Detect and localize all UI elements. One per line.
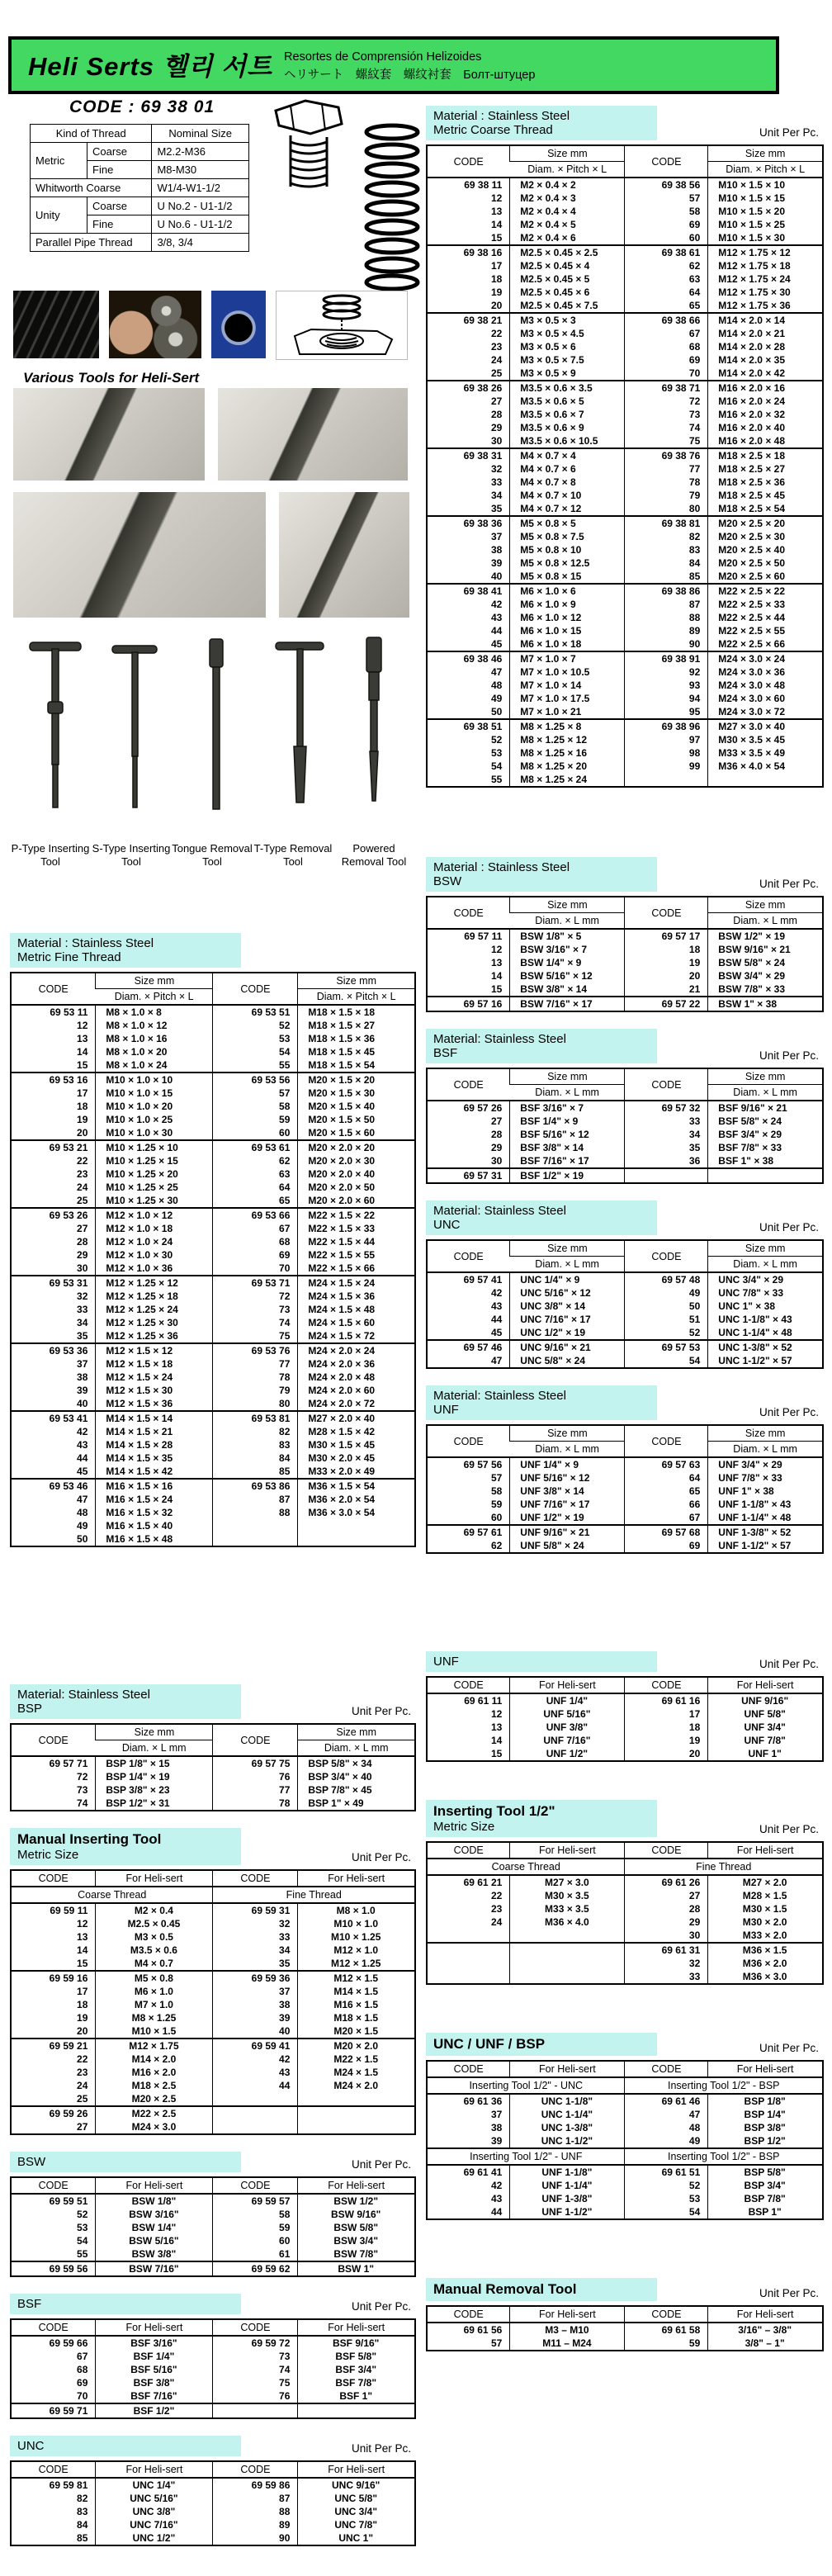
table-row: 15 BSW 3/8" × 14 21 BSW 7/8" × 33 [427, 983, 823, 997]
table-row: 34 M4 × 0.7 × 10 79 M18 × 2.5 × 45 [427, 489, 823, 502]
table-row: 44 UNF 1-1/2" 54 BSP 1" [427, 2205, 823, 2219]
table-row: 23 M16 × 2.0 43 M24 × 1.5 [11, 2066, 415, 2079]
table-row: 69 59 26 M22 × 2.5 [11, 2106, 415, 2120]
table-row: 67 BSF 1/4" 73 BSF 5/8" [11, 2350, 415, 2363]
table-row: 12 M2.5 × 0.45 32 M10 × 1.0 [11, 1917, 415, 1930]
table-row: 69 59 71 BSF 1/2" [11, 2403, 415, 2418]
table-row: 69 57 41 UNC 1/4" × 9 69 57 48 UNC 3/4" × 29 [427, 1272, 823, 1286]
code-title: CODE : 69 38 01 [69, 97, 215, 116]
table-row: 68 BSF 5/16" 74 BSF 3/4" [11, 2363, 415, 2376]
tool-label-s-type: S-Type Inserting Tool [92, 842, 171, 869]
table-row: 48 M7 × 1.0 × 14 93 M24 × 3.0 × 48 [427, 679, 823, 692]
table-row: 48 M16 × 1.5 × 32 88 M36 × 3.0 × 54 [11, 1506, 415, 1519]
table-row: 24 M18 × 2.5 44 M24 × 2.0 [11, 2079, 415, 2092]
table-row: 69 61 11 UNF 1/4" 69 61 16 UNF 9/16" [427, 1693, 823, 1707]
table-subheader-row: Inserting Tool 1/2" - UNF Inserting Tool 1/2" - BSP [427, 2148, 823, 2165]
table-row: 23 M10 × 1.25 × 20 63 M20 × 2.0 × 40 [11, 1167, 415, 1181]
table-row: 13 UNF 3/8" 18 UNF 3/4" [427, 1721, 823, 1734]
unit-per-pc-label: Unit Per Pc. [759, 1823, 819, 1835]
table-row: 69 38 21 M3 × 0.5 × 3 69 38 66 M14 × 2.0 × 14 [427, 313, 823, 327]
table-row: 40 M12 × 1.5 × 36 80 M24 × 2.0 × 72 [11, 1397, 415, 1411]
table-row: 72 BSP 1/4" × 19 76 BSP 3/4" × 40 [11, 1770, 415, 1783]
table-row: 85 UNC 1/2" 90 UNC 1" [11, 2531, 415, 2545]
table-row: 27 M12 × 1.0 × 18 67 M22 × 1.5 × 33 [11, 1222, 415, 1235]
subtitle-line-1: Resortes de Comprensión Helizoides [284, 50, 482, 64]
unit-per-pc-label: Unit Per Pc. [759, 2042, 819, 2054]
table-row: 53 M8 × 1.25 × 16 98 M33 × 3.5 × 49 [427, 746, 823, 760]
unit-per-pc-label: Unit Per Pc. [759, 1049, 819, 1062]
table-row: 53 BSW 1/4" 59 BSW 5/8" [11, 2221, 415, 2234]
tool-labels-row [10, 842, 418, 869]
manual-removal-tool-table: CODE For Heli-sert CODE For Heli-sert 69 61 56 M3 – M10 69 61 58 3/16" – 3/8" 57 M11 – M24 59 3/8" – 1" [426, 2305, 824, 2351]
table-row: 57 M11 – M24 59 3/8" – 1" [427, 2337, 823, 2351]
table-row: 25 M3 × 0.5 × 9 70 M14 × 2.0 × 42 [427, 367, 823, 381]
table-row: 73 BSP 3/8" × 23 77 BSP 7/8" × 45 [11, 1783, 415, 1797]
table-row: 49 M7 × 1.0 × 17.5 94 M24 × 3.0 × 60 [427, 692, 823, 705]
section-bsw-tools [10, 2152, 416, 2277]
table-row: 69 57 46 UNC 9/16" × 21 69 57 53 UNC 1-3/8" × 52 [427, 1340, 823, 1354]
table-row: 15 M2 × 0.4 × 6 60 M10 × 1.5 × 30 [427, 231, 823, 245]
table-row: 69 59 51 BSW 1/8" 69 59 57 BSW 1/2" [11, 2194, 415, 2208]
tool-photo-row-2 [13, 492, 409, 618]
table-row: 47 M16 × 1.5 × 24 87 M36 × 2.0 × 54 [11, 1493, 415, 1506]
section-title: BSW [10, 2152, 241, 2172]
section-unc-tools [10, 2436, 416, 2546]
table-row: 44 M6 × 1.0 × 15 89 M22 × 2.5 × 55 [427, 624, 823, 637]
kind-header: Kind of Thread [31, 125, 152, 143]
table-row: 52 BSW 3/16" 58 BSW 9/16" [11, 2208, 415, 2221]
table-row: 45 M14 × 1.5 × 42 85 M33 × 2.0 × 49 [11, 1465, 415, 1479]
manual-inserting-tool-table: CODE For Heli-sert CODE For Heli-sert Coarse Thread Fine Thread 69 59 11 M2 × 0.4 69 59 31 M8 × 1.0 12 M2.5 × 0.45 32 M10 × 1.0 13 M3 × 0.5 33 M10 × 1.25 14 M3.5 × 0.6 34 M12 × 1.0 15 M4 × 0.7 35 M12 × 1.25 69 59 16 M5 × 0.8 69 59 36 M12 × 1.5 17 M6 × 1.0 37 M14 × 1.5 18 M7 × 1.0 38 M16 × 1.5 19 M8 × 1.25 39 M18 × 1.5 20 M10 × 1.5 40 M20 × 1.5 69 59 21 M12 × 1.75 69 59 41 M20 × 2.0 22 M14 × 2.0 42 M22 × 1.5 23 M16 × 2.0 43 M24 × 1.5 24 M18 × 2.5 44 M24 × 2.0 25 M20 × 2.5 69 59 26 M22 × 2.5 27 M24 × 3.0 [10, 1869, 416, 2135]
table-row: 38 M12 × 1.5 × 24 78 M24 × 2.0 × 48 [11, 1371, 415, 1384]
inserting-tool-half-inch-table: CODE For Heli-sert CODE For Heli-sert Coarse Thread Fine Thread 69 61 21 M27 × 3.0 69 61 26 M27 × 2.0 22 M30 × 3.5 27 M28 × 1.5 23 M33 × 3.5 28 M30 × 1.5 24 M36 × 4.0 29 M30 × 2.0 30 M33 × 2.0 69 61 31 M36 × 1.5 32 M36 × 2.0 33 M36 × 3.0 [426, 1841, 824, 1985]
table-row: 69 53 31 M12 × 1.25 × 12 69 53 71 M24 × 1.5 × 24 [11, 1276, 415, 1290]
table-row: 33 M36 × 3.0 [427, 1970, 823, 1984]
table-row: 24 M36 × 4.0 29 M30 × 2.0 [427, 1915, 823, 1929]
table-row: 83 UNC 3/8" 88 UNC 3/4" [11, 2505, 415, 2518]
unit-per-pc-label: Unit Per Pc. [759, 2287, 819, 2299]
table-row: 27 M24 × 3.0 [11, 2120, 415, 2134]
table-row: 30 M3.5 × 0.6 × 10.5 75 M16 × 2.0 × 48 [427, 434, 823, 448]
table-row: 69 59 56 BSW 7/16" 69 59 62 BSW 1" [11, 2261, 415, 2276]
section-title: Inserting Tool 1/2" Metric Size [426, 1800, 657, 1837]
heli-sert-photo-blue [211, 291, 266, 358]
bsw-tools-table: CODE For Heli-sert CODE For Heli-sert 69 59 51 BSW 1/8" 69 59 57 BSW 1/2" 52 BSW 3/16" 58 BSW 9/16" 53 BSW 1/4" 59 BSW 5/8" 54 BSW 5/16" 60 BSW 3/4" 55 BSW 3/8" 61 BSW 7/8" 69 59 56 BSW 7/16" 69 59 62 BSW 1" [10, 2176, 416, 2277]
table-row: 13 M2 × 0.4 × 4 58 M10 × 1.5 × 20 [427, 205, 823, 218]
unit-per-pc-label: Unit Per Pc. [759, 1406, 819, 1418]
table-row: 12 BSW 3/16" × 7 18 BSW 9/16" × 21 [427, 943, 823, 956]
table-row: 69 38 41 M6 × 1.0 × 6 69 38 86 M22 × 2.5 × 22 [427, 584, 823, 598]
table-row: 69 61 41 UNF 1-1/8" 69 61 51 BSP 5/8" [427, 2165, 823, 2179]
unit-per-pc-label: Unit Per Pc. [351, 1705, 411, 1717]
table-row: 69 38 51 M8 × 1.25 × 8 69 38 96 M27 × 3.0 × 40 [427, 719, 823, 733]
table-row: 39 UNC 1-1/2" 49 BSP 1/2" [427, 2134, 823, 2148]
table-row: 45 UNC 1/2" × 19 52 UNC 1-1/4" × 48 [427, 1326, 823, 1340]
heli-sert-photo-hand [109, 291, 201, 358]
table-row: 39 M5 × 0.8 × 12.5 84 M20 × 2.5 × 50 [427, 556, 823, 570]
unf-inserts-table: CODE Size mm CODE Size mm Diam. × L mm Diam. × L mm 69 57 56 UNF 1/4" × 9 69 57 63 UNF 3/4" × 29 57 UNF 5/16" × 12 64 UNF 7/8" × 33 58 UNF 3/8" × 14 65 UNF 1" × 38 59 UNF 7/16" × 17 66 UNF 1-1/8" × 43 60 UNF 1/2" × 19 67 UNF 1-1/4" × 48 69 57 61 UNF 9/16" × 21 69 57 68 UNF 1-3/8" × 52 62 UNF 5/8" × 24 69 UNF 1-1/2" × 57 [426, 1424, 824, 1554]
table-row: 12 M8 × 1.0 × 12 52 M18 × 1.5 × 27 [11, 1019, 415, 1032]
unit-per-pc-label: Unit Per Pc. [759, 1221, 819, 1234]
unc-tools-table: CODE For Heli-sert CODE For Heli-sert 69 59 81 UNC 1/4" 69 59 86 UNC 9/16" 82 UNC 5/16" 87 UNC 5/8" 83 UNC 3/8" 88 UNC 3/4" 84 UNC 7/16" 89 UNC 7/8" 85 UNC 1/2" 90 UNC 1" [10, 2460, 416, 2546]
table-row: 58 UNF 3/8" × 14 65 UNF 1" × 38 [427, 1485, 823, 1498]
table-row: 69 BSF 3/8" 75 BSF 7/8" [11, 2376, 415, 2389]
bsf-inserts-table: CODE Size mm CODE Size mm Diam. × L mm Diam. × L mm 69 57 26 BSF 3/16" × 7 69 57 32 BSF 9/16" × 21 27 BSF 1/4" × 9 33 BSF 5/8" × 24 28 BSF 5/16" × 12 34 BSF 3/4" × 29 29 BSF 3/8" × 14 35 BSF 7/8" × 33 30 BSF 7/16" × 17 36 BSF 1" × 38 69 57 31 BSF 1/2" × 19 [426, 1068, 824, 1184]
tool-photo [13, 388, 205, 481]
table-row: 69 38 36 M5 × 0.8 × 5 69 38 81 M20 × 2.5 × 20 [427, 516, 823, 530]
section-bsp-inserts [10, 1684, 416, 1811]
tool-illustrations [13, 632, 414, 837]
table-row: 34 M12 × 1.25 × 30 74 M24 × 1.5 × 60 [11, 1316, 415, 1329]
page-title: Heli Serts 헬리 서트 [28, 51, 273, 81]
table-row: 15 UNF 1/2" 20 UNF 1" [427, 1747, 823, 1761]
table-row: 32 M36 × 2.0 [427, 1957, 823, 1970]
table-row: 69 61 56 M3 – M10 69 61 58 3/16" – 3/8" [427, 2323, 823, 2337]
table-row: 15 M4 × 0.7 35 M12 × 1.25 [11, 1957, 415, 1971]
unit-per-pc-label: Unit Per Pc. [351, 2158, 411, 2171]
table-row: 45 M6 × 1.0 × 18 90 M22 × 2.5 × 66 [427, 637, 823, 651]
table-row: 32 M4 × 0.7 × 6 77 M18 × 2.5 × 27 [427, 462, 823, 476]
table-row: 27 M3.5 × 0.6 × 5 72 M16 × 2.0 × 24 [427, 395, 823, 408]
unit-per-pc-label: Unit Per Pc. [351, 1851, 411, 1863]
table-row: 14 BSW 5/16" × 12 20 BSW 3/4" × 29 [427, 969, 823, 983]
kind-of-thread-table: Kind of Thread Nominal Size Metric Coarse M2.2-M36 Fine M8-M30 Whitworth Coarse W1/4-W1-1/2 Unity Coarse U No.2 - U1-1/2 Fine U No.6 - U1-1/2 Parallel Pipe Thread 3/8, 3/4 [30, 124, 249, 252]
table-row: 69 53 16 M10 × 1.0 × 10 69 53 56 M20 × 1.5 × 20 [11, 1073, 415, 1087]
section-title: UNC / UNF / BSP [426, 2033, 657, 2056]
table-row: 42 M6 × 1.0 × 9 87 M22 × 2.5 × 33 [427, 598, 823, 611]
table-row: 84 UNC 7/16" 89 UNC 7/8" [11, 2518, 415, 2531]
tool-label-t-type: T-Type Removal Tool [253, 842, 333, 869]
table-row: 30 M33 × 2.0 [427, 1929, 823, 1943]
table-row: 69 57 11 BSW 1/8" × 5 69 57 17 BSW 1/2" × 19 [427, 929, 823, 943]
table-row: 13 M8 × 1.0 × 16 53 M18 × 1.5 × 36 [11, 1032, 415, 1045]
table-row: 43 M6 × 1.0 × 12 88 M22 × 2.5 × 44 [427, 611, 823, 624]
table-row: 14 M3.5 × 0.6 34 M12 × 1.0 [11, 1944, 415, 1957]
table-row: 69 53 41 M14 × 1.5 × 14 69 53 81 M27 × 2.0 × 40 [11, 1411, 415, 1425]
table-row: 43 UNC 3/8" × 14 50 UNC 1" × 38 [427, 1300, 823, 1313]
tool-photo [279, 492, 409, 618]
unc-unf-bsp-tools-table: CODE For Heli-sert CODE For Heli-sert Inserting Tool 1/2" - UNC Inserting Tool 1/2" - BSP 69 61 36 UNC 1-1/8" 69 61 46 BSP 1/8" 37 UNC 1-1/4" 47 BSP 1/4" 38 UNC 1-3/8" 48 BSP 3/8" 39 UNC 1-1/2" 49 BSP 1/2" Inserting Tool 1/2" - UNF Inserting Tool 1/2" - BSP 69 61 41 UNF 1-1/8" 69 61 51 BSP 5/8" 42 UNF 1-1/4" 52 BSP 3/4" 43 UNF 1-3/8" 53 BSP 7/8" 44 UNF 1-1/2" 54 BSP 1" [426, 2060, 824, 2220]
table-row: 74 BSP 1/2" × 31 78 BSP 1" × 49 [11, 1797, 415, 1811]
table-row: 69 53 26 M12 × 1.0 × 12 69 53 66 M22 × 1.5 × 22 [11, 1208, 415, 1222]
table-row: 35 M4 × 0.7 × 12 80 M18 × 2.5 × 54 [427, 502, 823, 516]
table-row: 69 38 26 M3.5 × 0.6 × 3.5 69 38 71 M16 × 2.0 × 16 [427, 381, 823, 395]
table-row: 69 59 16 M5 × 0.8 69 59 36 M12 × 1.5 [11, 1971, 415, 1985]
tool-photo [13, 492, 266, 618]
table-row: 69 53 21 M10 × 1.25 × 10 69 53 61 M20 × 2.0 × 20 [11, 1140, 415, 1154]
table-row: 55 M8 × 1.25 × 24 [427, 773, 823, 787]
section-bsw-inserts [426, 857, 824, 1012]
right-column [426, 106, 824, 2366]
table-row: 69 59 66 BSF 3/16" 69 59 72 BSF 9/16" [11, 2336, 415, 2350]
section-metric-fine [10, 933, 416, 1547]
coil-illustration [360, 121, 424, 296]
table-row: 14 UNF 7/16" 19 UNF 7/8" [427, 1734, 823, 1747]
table-row: 70 BSF 7/16" 76 BSF 1" [11, 2389, 415, 2403]
section-title: UNC [10, 2436, 241, 2456]
table-row: 69 57 61 UNF 9/16" × 21 69 57 68 UNF 1-3/8" × 52 [427, 1525, 823, 1539]
table-row: 55 BSW 3/8" 61 BSW 7/8" [11, 2247, 415, 2261]
subtitle-line-2: ヘリサート 螺紋套 螺纹衬套 Болт-штуцер [284, 69, 536, 82]
table-row: 44 M14 × 1.5 × 35 84 M30 × 2.0 × 45 [11, 1451, 415, 1465]
table-row: 49 M16 × 1.5 × 40 [11, 1519, 415, 1532]
table-row: 69 59 81 UNC 1/4" 69 59 86 UNC 9/16" [11, 2478, 415, 2492]
table-row: 42 M14 × 1.5 × 21 82 M28 × 1.5 × 42 [11, 1425, 415, 1438]
table-row: 43 M14 × 1.5 × 28 83 M30 × 1.5 × 45 [11, 1438, 415, 1451]
section-title: Material: Stainless Steel BSF [426, 1029, 657, 1063]
table-row: 29 M3.5 × 0.6 × 9 74 M16 × 2.0 × 40 [427, 421, 823, 434]
table-row: 28 M12 × 1.0 × 24 68 M22 × 1.5 × 44 [11, 1235, 415, 1248]
table-row: 69 57 71 BSP 1/8" × 15 69 57 75 BSP 5/8" × 34 [11, 1756, 415, 1770]
bsf-tools-table: CODE For Heli-sert CODE For Heli-sert 69 59 66 BSF 3/16" 69 59 72 BSF 9/16" 67 BSF 1/4" 73 BSF 5/8" 68 BSF 5/16" 74 BSF 3/4" 69 BSF 3/8" 75 BSF 7/8" 70 BSF 7/16" 76 BSF 1" 69 59 71 BSF 1/2" [10, 2318, 416, 2419]
section-title: BSF [10, 2294, 241, 2314]
table-row: 69 53 46 M16 × 1.5 × 16 69 53 86 M36 × 1.5 × 54 [11, 1479, 415, 1493]
unit-per-pc-label: Unit Per Pc. [351, 2442, 411, 2455]
table-row: 29 M12 × 1.0 × 30 69 M22 × 1.5 × 55 [11, 1248, 415, 1262]
table-row: 33 M12 × 1.25 × 24 73 M24 × 1.5 × 48 [11, 1303, 415, 1316]
section-title: UNF [426, 1651, 657, 1672]
unc-inserts-table: CODE Size mm CODE Size mm Diam. × L mm Diam. × L mm 69 57 41 UNC 1/4" × 9 69 57 48 UNC 3/4" × 29 42 UNC 5/16" × 12 49 UNC 7/8" × 33 43 UNC 3/8" × 14 50 UNC 1" × 38 44 UNC 7/16" × 17 51 UNC 1-1/8" × 43 45 UNC 1/2" × 19 52 UNC 1-1/4" × 48 69 57 46 UNC 9/16" × 21 69 57 53 UNC 1-3/8" × 52 47 UNC 5/8" × 24 54 UNC 1-1/2" × 57 [426, 1239, 824, 1369]
table-row: 69 53 11 M8 × 1.0 × 8 69 53 51 M18 × 1.5 × 18 [11, 1005, 415, 1019]
table-row: 69 59 21 M12 × 1.75 69 59 41 M20 × 2.0 [11, 2039, 415, 2053]
intro-block [10, 97, 418, 869]
bolt-illustration [258, 94, 355, 193]
section-manual-inserting-tool [10, 1828, 416, 2135]
section-manual-removal-tool [426, 2278, 824, 2351]
table-row: 29 BSF 3/8" × 14 35 BSF 7/8" × 33 [427, 1141, 823, 1154]
table-row: 25 M10 × 1.25 × 30 65 M20 × 2.0 × 60 [11, 1194, 415, 1208]
table-row: 30 M12 × 1.0 × 36 70 M22 × 1.5 × 66 [11, 1262, 415, 1276]
unit-per-pc-label: Unit Per Pc. [351, 2300, 411, 2313]
table-row: 82 UNC 5/16" 87 UNC 5/8" [11, 2492, 415, 2505]
table-row: 69 57 31 BSF 1/2" × 19 [427, 1168, 823, 1183]
table-subheader-row: Inserting Tool 1/2" - UNC Inserting Tool 1/2" - BSP [427, 2077, 823, 2094]
table-row: 17 M6 × 1.0 37 M14 × 1.5 [11, 1985, 415, 1998]
table-row: 20 M10 × 1.0 × 30 60 M20 × 1.5 × 60 [11, 1126, 415, 1140]
section-unc-unf-bsp-tools [426, 2033, 824, 2220]
table-row: 13 BSW 1/4" × 9 19 BSW 5/8" × 24 [427, 956, 823, 969]
table-row: 24 M3 × 0.5 × 7.5 69 M14 × 2.0 × 35 [427, 353, 823, 367]
section-title: Material : Stainless Steel Metric Coarse Thread [426, 106, 657, 140]
left-middle-column [10, 933, 416, 1562]
table-row: 28 M3.5 × 0.6 × 7 73 M16 × 2.0 × 32 [427, 408, 823, 421]
table-row: 47 UNC 5/8" × 24 54 UNC 1-1/2" × 57 [427, 1354, 823, 1368]
section-title: Material: Stainless Steel BSP [10, 1684, 241, 1719]
table-row: 37 M12 × 1.5 × 18 77 M24 × 2.0 × 36 [11, 1357, 415, 1371]
table-subheader-row: Coarse Thread Fine Thread [427, 1859, 823, 1875]
table-row: 17 M10 × 1.0 × 15 57 M20 × 1.5 × 30 [11, 1087, 415, 1100]
tool-label-powered: Powered Removal Tool [341, 842, 407, 869]
section-title: Material : Stainless Steel BSW [426, 857, 657, 892]
table-row: 47 M7 × 1.0 × 10.5 92 M24 × 3.0 × 36 [427, 665, 823, 679]
table-row: 50 M7 × 1.0 × 21 95 M24 × 3.0 × 72 [427, 705, 823, 719]
table-row: 42 UNC 5/16" × 12 49 UNC 7/8" × 33 [427, 1286, 823, 1300]
table-row: 69 57 26 BSF 3/16" × 7 69 57 32 BSF 9/16" × 21 [427, 1101, 823, 1115]
table-row: 69 59 11 M2 × 0.4 69 59 31 M8 × 1.0 [11, 1903, 415, 1917]
table-row: 54 BSW 5/16" 60 BSW 3/4" [11, 2234, 415, 2247]
section-unc-inserts [426, 1200, 824, 1369]
tool-photo [218, 388, 408, 481]
table-row: 28 BSF 5/16" × 12 34 BSF 3/4" × 29 [427, 1128, 823, 1141]
unit-per-pc-label: Unit Per Pc. [759, 126, 819, 139]
table-row: 23 M3 × 0.5 × 6 68 M14 × 2.0 × 28 [427, 340, 823, 353]
table-row: 42 UNF 1-1/4" 52 BSP 3/4" [427, 2179, 823, 2192]
table-row: 20 M2.5 × 0.45 × 7.5 65 M12 × 1.75 × 36 [427, 299, 823, 313]
table-row: 69 61 21 M27 × 3.0 69 61 26 M27 × 2.0 [427, 1875, 823, 1889]
unit-per-pc-label: Unit Per Pc. [759, 1658, 819, 1670]
section-bsf-inserts [426, 1029, 824, 1184]
table-row: 62 UNF 5/8" × 24 69 UNF 1-1/2" × 57 [427, 1539, 823, 1553]
table-row: 37 M5 × 0.8 × 7.5 82 M20 × 2.5 × 30 [427, 530, 823, 543]
table-row: 12 M2 × 0.4 × 3 57 M10 × 1.5 × 15 [427, 192, 823, 205]
section-unf-inserts [426, 1385, 824, 1554]
table-row: 69 61 31 M36 × 1.5 [427, 1943, 823, 1957]
table-row: 69 38 31 M4 × 0.7 × 4 69 38 76 M18 × 2.5 × 18 [427, 448, 823, 462]
table-row: 37 UNC 1-1/4" 47 BSP 1/4" [427, 2108, 823, 2121]
various-tools-title: Various Tools for Heli-Sert [23, 370, 200, 386]
table-row: 33 M4 × 0.7 × 8 78 M18 × 2.5 × 36 [427, 476, 823, 489]
table-row: 38 M5 × 0.8 × 10 83 M20 × 2.5 × 40 [427, 543, 823, 556]
heli-sert-photo-dark [13, 291, 99, 358]
tool-label-p-type: P-Type Inserting Tool [11, 842, 90, 869]
unit-per-pc-label: Unit Per Pc. [759, 878, 819, 890]
section-title: Manual Removal Tool [426, 2278, 657, 2301]
tool-label-tongue: Tongue Removal Tool [172, 842, 253, 869]
table-row: 18 M2.5 × 0.45 × 5 63 M12 × 1.75 × 24 [427, 272, 823, 286]
table-row: 19 M10 × 1.0 × 25 59 M20 × 1.5 × 50 [11, 1113, 415, 1126]
table-row: 69 57 56 UNF 1/4" × 9 69 57 63 UNF 3/4" × 29 [427, 1457, 823, 1471]
table-row: 69 38 46 M7 × 1.0 × 7 69 38 91 M24 × 3.0 × 24 [427, 651, 823, 665]
table-row: 22 M3 × 0.5 × 4.5 67 M14 × 2.0 × 21 [427, 327, 823, 340]
table-row: 50 M16 × 1.5 × 48 [11, 1532, 415, 1546]
table-row: 30 BSF 7/16" × 17 36 BSF 1" × 38 [427, 1154, 823, 1168]
table-row: 59 UNF 7/16" × 17 66 UNF 1-1/8" × 43 [427, 1498, 823, 1511]
table-row: 12 UNF 5/16" 17 UNF 5/8" [427, 1707, 823, 1721]
table-row: 22 M30 × 3.5 27 M28 × 1.5 [427, 1889, 823, 1902]
section-bsf-tools [10, 2294, 416, 2419]
section-title: Material: Stainless Steel UNC [426, 1200, 657, 1235]
insert-into-hole-drawing [276, 291, 408, 360]
table-row: 69 57 16 BSW 7/16" × 17 69 57 22 BSW 1" × 38 [427, 997, 823, 1011]
section-title: Material: Stainless Steel UNF [426, 1385, 657, 1420]
table-row: 14 M8 × 1.0 × 20 54 M18 × 1.5 × 45 [11, 1045, 415, 1058]
section-inserting-tool-half-inch [426, 1800, 824, 1985]
table-row: 54 M8 × 1.25 × 20 99 M36 × 4.0 × 54 [427, 760, 823, 773]
table-row: 23 M33 × 3.5 28 M30 × 1.5 [427, 1902, 823, 1915]
table-row: 69 38 11 M2 × 0.4 × 2 69 38 56 M10 × 1.5 × 10 [427, 178, 823, 192]
bsp-inserts-table: CODE Size mm CODE Size mm Diam. × L mm Diam. × L mm 69 57 71 BSP 1/8" × 15 69 57 75 BSP 5/8" × 34 72 BSP 1/4" × 19 76 BSP 3/4" × 40 73 BSP 3/8" × 23 77 BSP 7/8" × 45 74 BSP 1/2" × 31 78 BSP 1" × 49 [10, 1723, 416, 1811]
table-row: 24 M10 × 1.25 × 25 64 M20 × 2.0 × 50 [11, 1181, 415, 1194]
table-row: 18 M7 × 1.0 38 M16 × 1.5 [11, 1998, 415, 2011]
metric-fine-table: CODE Size mm CODE Size mm Diam. × Pitch × L Diam. × Pitch × L 69 53 11 M8 × 1.0 × 8 69 53 51 M18 × 1.5 × 18 12 M8 × 1.0 × 12 52 M18 × 1.5 × 27 13 M8 × 1.0 × 16 53 M18 × 1.5 × 36 14 M8 × 1.0 × 20 54 M18 × 1.5 × 45 15 M8 × 1.0 × 24 55 M18 × 1.5 × 54 69 53 16 M10 × 1.0 × 10 69 53 56 M20 × 1.5 × 20 17 M10 × 1.0 × 15 57 M20 × 1.5 × 30 18 M10 × 1.0 × 20 58 M20 × 1.5 × 40 19 M10 × 1.0 × 25 59 M20 × 1.5 × 50 20 M10 × 1.0 × 30 60 M20 × 1.5 × 60 69 53 21 M10 × 1.25 × 10 69 53 61 M20 × 2.0 × 20 22 M10 × 1.25 × 15 62 M20 × 2.0 × 30 23 M10 × 1.25 × 20 63 M20 × 2.0 × 40 24 M10 × 1.25 × 25 64 M20 × 2.0 × 50 25 M10 × 1.25 × 30 65 M20 × 2.0 × 60 69 53 26 M12 × 1.0 × 12 69 53 66 M22 × 1.5 × 22 27 M12 × 1.0 × 18 67 M22 × 1.5 × 33 28 M12 × 1.0 × 24 68 M22 × 1.5 × 44 29 M12 × 1.0 × 30 69 M22 × 1.5 × 55 30 M12 × 1.0 × 36 70 M22 × 1.5 × 66 69 53 31 M12 × 1.25 × 12 69 53 71 M24 × 1.5 × 24 32 M12 × 1.25 × 18 72 M24 × 1.5 × 36 33 M12 × 1.25 × 24 73 M24 × 1.5 × 48 34 M12 × 1.25 × 30 74 M24 × 1.5 × 60 35 M12 × 1.25 × 36 75 M24 × 1.5 × 72 69 53 36 M12 × 1.5 × 12 69 53 76 M24 × 2.0 × 24 37 M12 × 1.5 × 18 77 M24 × 2.0 × 36 38 M12 × 1.5 × 24 78 M24 × 2.0 × 48 39 M12 × 1.5 × 30 79 M24 × 2.0 × 60 40 M12 × 1.5 × 36 80 M24 × 2.0 × 72 69 53 41 M14 × 1.5 × 14 69 53 81 M27 × 2.0 × 40 42 M14 × 1.5 × 21 82 M28 × 1.5 × 42 43 M14 × 1.5 × 28 83 M30 × 1.5 × 45 44 M14 × 1.5 × 35 84 M30 × 2.0 × 45 45 M14 × 1.5 × 42 85 M33 × 2.0 × 49 69 53 46 M16 × 1.5 × 16 69 53 86 M36 × 1.5 × 54 47 M16 × 1.5 × 24 87 M36 × 2.0 × 54 48 M16 × 1.5 × 32 88 M36 × 3.0 × 54 49 M16 × 1.5 × 40 50 M16 × 1.5 × 48 [10, 972, 416, 1547]
table-row: 14 M2 × 0.4 × 5 69 M10 × 1.5 × 25 [427, 218, 823, 231]
unf-tools-table: CODE For Heli-sert CODE For Heli-sert 69 61 11 UNF 1/4" 69 61 16 UNF 9/16" 12 UNF 5/16" 17 UNF 5/8" 13 UNF 3/8" 18 UNF 3/4" 14 UNF 7/16" 19 UNF 7/8" 15 UNF 1/2" 20 UNF 1" [426, 1676, 824, 1762]
table-row: 35 M12 × 1.25 × 36 75 M24 × 1.5 × 72 [11, 1329, 415, 1343]
tool-photo-row-1 [13, 388, 408, 481]
table-row: 22 M14 × 2.0 42 M22 × 1.5 [11, 2053, 415, 2066]
table-row: 32 M12 × 1.25 × 18 72 M24 × 1.5 × 36 [11, 1290, 415, 1303]
product-photo-row [13, 291, 408, 360]
page-subtitle [284, 46, 535, 85]
table-row: 43 UNF 1-3/8" 53 BSP 7/8" [427, 2192, 823, 2205]
table-row: 20 M10 × 1.5 40 M20 × 1.5 [11, 2024, 415, 2039]
left-bottom-column [10, 1684, 416, 2561]
table-row: 27 BSF 1/4" × 9 33 BSF 5/8" × 24 [427, 1115, 823, 1128]
table-row: 38 UNC 1-3/8" 48 BSP 3/8" [427, 2121, 823, 2134]
table-row: 39 M12 × 1.5 × 30 79 M24 × 2.0 × 60 [11, 1384, 415, 1397]
table-row: 13 M3 × 0.5 33 M10 × 1.25 [11, 1930, 415, 1944]
table-row: 17 M2.5 × 0.45 × 4 62 M12 × 1.75 × 18 [427, 259, 823, 272]
table-row: 25 M20 × 2.5 [11, 2092, 415, 2106]
table-row: 19 M8 × 1.25 39 M18 × 1.5 [11, 2011, 415, 2024]
table-row: 15 M8 × 1.0 × 24 55 M18 × 1.5 × 54 [11, 1058, 415, 1073]
table-row: 60 UNF 1/2" × 19 67 UNF 1-1/4" × 48 [427, 1511, 823, 1525]
table-row: 57 UNF 5/16" × 12 64 UNF 7/8" × 33 [427, 1471, 823, 1485]
table-row: 19 M2.5 × 0.45 × 6 64 M12 × 1.75 × 30 [427, 286, 823, 299]
section-title: Material : Stainless Steel Metric Fine Thread [10, 933, 241, 968]
table-row: 18 M10 × 1.0 × 20 58 M20 × 1.5 × 40 [11, 1100, 415, 1113]
metric-coarse-table: CODE Size mm CODE Size mm Diam. × Pitch × L Diam. × Pitch × L 69 38 11 M2 × 0.4 × 2 69 38 56 M10 × 1.5 × 10 12 M2 × 0.4 × 3 57 M10 × 1.5 × 15 13 M2 × 0.4 × 4 58 M10 × 1.5 × 20 14 M2 × 0.4 × 5 69 M10 × 1.5 × 25 15 M2 × 0.4 × 6 60 M10 × 1.5 × 30 69 38 16 M2.5 × 0.45 × 2.5 69 38 61 M12 × 1.75 × 12 17 M2.5 × 0.45 × 4 62 M12 × 1.75 × 18 18 M2.5 × 0.45 × 5 63 M12 × 1.75 × 24 19 M2.5 × 0.45 × 6 64 M12 × 1.75 × 30 20 M2.5 × 0.45 × 7.5 65 M12 × 1.75 × 36 69 38 21 M3 × 0.5 × 3 69 38 66 M14 × 2.0 × 14 22 M3 × 0.5 × 4.5 67 M14 × 2.0 × 21 23 M3 × 0.5 × 6 68 M14 × 2.0 × 28 24 M3 × 0.5 × 7.5 69 M14 × 2.0 × 35 25 M3 × 0.5 × 9 70 M14 × 2.0 × 42 69 38 26 M3.5 × 0.6 × 3.5 69 38 71 M16 × 2.0 × 16 27 M3.5 × 0.6 × 5 72 M16 × 2.0 × 24 28 M3.5 × 0.6 × 7 73 M16 × 2.0 × 32 29 M3.5 × 0.6 × 9 74 M16 × 2.0 × 40 30 M3.5 × 0.6 × 10.5 75 M16 × 2.0 × 48 69 38 31 M4 × 0.7 × 4 69 38 76 M18 × 2.5 × 18 32 M4 × 0.7 × 6 77 M18 × 2.5 × 27 33 M4 × 0.7 × 8 78 M18 × 2.5 × 36 34 M4 × 0.7 × 10 79 M18 × 2.5 × 45 35 M4 × 0.7 × 12 80 M18 × 2.5 × 54 69 38 36 M5 × 0.8 × 5 69 38 81 M20 × 2.5 × 20 37 M5 × 0.8 × 7.5 82 M20 × 2.5 × 30 38 M5 × 0.8 × 10 83 M20 × 2.5 × 40 39 M5 × 0.8 × 12.5 84 M20 × 2.5 × 50 40 M5 × 0.8 × 15 85 M20 × 2.5 × 60 69 38 41 M6 × 1.0 × 6 69 38 86 M22 × 2.5 × 22 42 M6 × 1.0 × 9 87 M22 × 2.5 × 33 43 M6 × 1.0 × 12 88 M22 × 2.5 × 44 44 M6 × 1.0 × 15 89 M22 × 2.5 × 55 45 M6 × 1.0 × 18 90 M22 × 2.5 × 66 69 38 46 M7 × 1.0 × 7 69 38 91 M24 × 3.0 × 24 47 M7 × 1.0 × 10.5 92 M24 × 3.0 × 36 48 M7 × 1.0 × 14 93 M24 × 3.0 × 48 49 M7 × 1.0 × 17.5 94 M24 × 3.0 × 60 50 M7 × 1.0 × 21 95 M24 × 3.0 × 72 69 38 51 M8 × 1.25 × 8 69 38 96 M27 × 3.0 × 40 52 M8 × 1.25 × 12 97 M30 × 3.5 × 45 53 M8 × 1.25 × 16 98 M33 × 3.5 × 49 54 M8 × 1.25 × 20 99 M36 × 4.0 × 54 55 M8 × 1.25 × 24 [426, 144, 824, 788]
table-row: 69 53 36 M12 × 1.5 × 12 69 53 76 M24 × 2.0 × 24 [11, 1343, 415, 1357]
table-row: 44 UNC 7/16" × 17 51 UNC 1-1/8" × 43 [427, 1313, 823, 1326]
table-row: 69 61 36 UNC 1-1/8" 69 61 46 BSP 1/8" [427, 2094, 823, 2108]
nominal-size-header: Nominal Size [152, 125, 249, 143]
table-row: 40 M5 × 0.8 × 15 85 M20 × 2.5 × 60 [427, 570, 823, 584]
table-row: 22 M10 × 1.25 × 15 62 M20 × 2.0 × 30 [11, 1154, 415, 1167]
table-row: 69 38 16 M2.5 × 0.45 × 2.5 69 38 61 M12 × 1.75 × 12 [427, 245, 823, 259]
table-subheader-row: Coarse Thread Fine Thread [11, 1887, 415, 1903]
table-row: 52 M8 × 1.25 × 12 97 M30 × 3.5 × 45 [427, 733, 823, 746]
section-title: Manual Inserting Tool Metric Size [10, 1828, 241, 1865]
section-unf-tools [426, 1651, 824, 1762]
bsw-inserts-table: CODE Size mm CODE Size mm Diam. × L mm Diam. × L mm 69 57 11 BSW 1/8" × 5 69 57 17 BSW 1/2" × 19 12 BSW 3/16" × 7 18 BSW 9/16" × 21 13 BSW 1/4" × 9 19 BSW 5/8" × 24 14 BSW 5/16" × 12 20 BSW 3/4" × 29 15 BSW 3/8" × 14 21 BSW 7/8" × 33 69 57 16 BSW 7/16" × 17 69 57 22 BSW 1" × 38 [426, 896, 824, 1012]
page-header [8, 36, 779, 94]
section-metric-coarse [426, 106, 824, 788]
